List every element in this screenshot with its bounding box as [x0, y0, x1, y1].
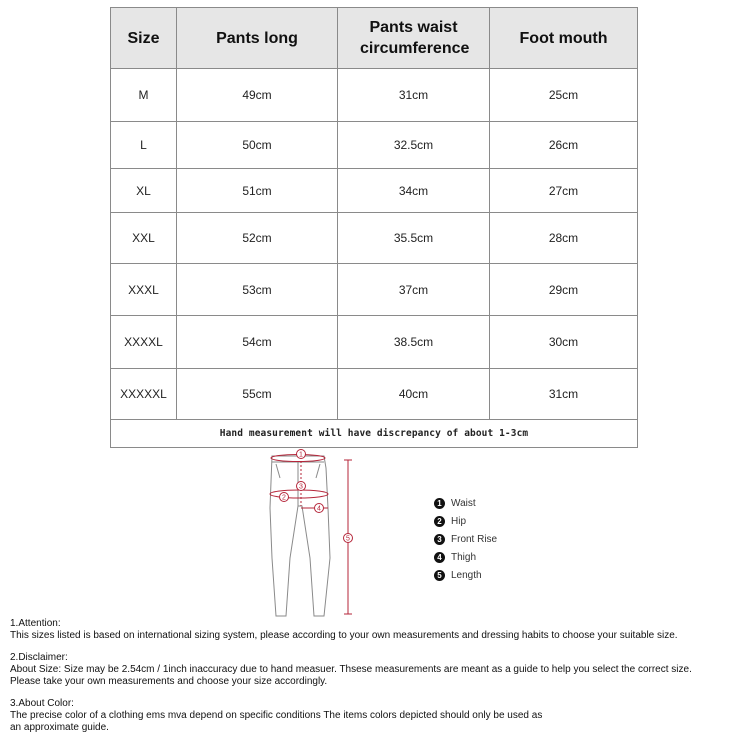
- size-cell: L: [111, 122, 177, 169]
- table-row: [111, 122, 638, 169]
- legend-label: Hip: [451, 515, 467, 527]
- legend-number-icon: 1: [434, 498, 445, 509]
- pants-long-cell: 51cm: [177, 169, 338, 213]
- size-cell: XXXL: [111, 264, 177, 316]
- note-text: Please take your own measurements and choose your size accordingly.: [10, 676, 328, 687]
- table-footnote-row: [111, 420, 638, 448]
- header-waist: Pants waist circumference: [338, 8, 490, 69]
- size-cell: XL: [111, 169, 177, 213]
- note-color: [10, 698, 750, 734]
- legend-item-thigh: [434, 548, 497, 566]
- note-heading: 3.About Color:: [10, 698, 74, 709]
- pants-long-cell: 55cm: [177, 369, 338, 420]
- legend-label: Length: [451, 569, 482, 581]
- marker-thigh-label: 4: [317, 505, 321, 513]
- waist-cell: 32.5cm: [338, 122, 490, 169]
- foot-mouth-cell: 26cm: [490, 122, 638, 169]
- note-disclaimer: [10, 652, 750, 688]
- size-chart-table: [110, 7, 638, 448]
- note-text: The precise color of a clothing ems mva depend on specific conditions The items colors depicted should only be used as: [10, 710, 543, 721]
- foot-mouth-cell: 29cm: [490, 264, 638, 316]
- legend-label: Waist: [451, 497, 476, 509]
- pants-long-cell: 52cm: [177, 213, 338, 264]
- legend-number-icon: 5: [434, 570, 445, 581]
- table-row: [111, 264, 638, 316]
- note-attention: [10, 618, 750, 642]
- size-cell: XXL: [111, 213, 177, 264]
- note-text: an approximate guide.: [10, 722, 109, 733]
- marker-hip-label: 2: [282, 494, 286, 502]
- pants-outline-icon: [270, 456, 330, 616]
- legend-label: Thigh: [451, 551, 477, 563]
- table-row: [111, 169, 638, 213]
- marker-length-label: 5: [346, 535, 350, 543]
- foot-mouth-cell: 30cm: [490, 316, 638, 369]
- table-row: [111, 369, 638, 420]
- table-header-row: [111, 8, 638, 69]
- note-heading: 2.Disclaimer:: [10, 652, 68, 663]
- header-foot-mouth: Foot mouth: [490, 8, 638, 69]
- table-row: [111, 316, 638, 369]
- legend-item-hip: [434, 512, 497, 530]
- note-text: About Size: Size may be 2.54cm / 1inch inaccuracy due to hand measuer. Thsese measurements are meant as a guide to help you select the correct size.: [10, 664, 692, 675]
- size-cell: M: [111, 69, 177, 122]
- header-pants-long: Pants long: [177, 8, 338, 69]
- size-notes: [10, 618, 750, 744]
- pants-long-cell: 50cm: [177, 122, 338, 169]
- size-cell: XXXXL: [111, 316, 177, 369]
- pants-measurement-diagram: [262, 448, 362, 620]
- waist-cell: 31cm: [338, 69, 490, 122]
- foot-mouth-cell: 27cm: [490, 169, 638, 213]
- note-text: This sizes listed is based on international sizing system, please according to your own measurements and dressing habits to choose your suitable size.: [10, 630, 678, 641]
- marker-waist-label: 1: [299, 451, 303, 459]
- waist-cell: 37cm: [338, 264, 490, 316]
- pants-long-cell: 53cm: [177, 264, 338, 316]
- legend-number-icon: 2: [434, 516, 445, 527]
- waist-cell: 40cm: [338, 369, 490, 420]
- legend-number-icon: 4: [434, 552, 445, 563]
- pants-long-cell: 49cm: [177, 69, 338, 122]
- foot-mouth-cell: 28cm: [490, 213, 638, 264]
- measurement-legend: [434, 494, 497, 584]
- waist-cell: 34cm: [338, 169, 490, 213]
- pants-long-cell: 54cm: [177, 316, 338, 369]
- foot-mouth-cell: 31cm: [490, 369, 638, 420]
- legend-item-waist: [434, 494, 497, 512]
- size-cell: XXXXXL: [111, 369, 177, 420]
- table-row: [111, 213, 638, 264]
- waist-cell: 38.5cm: [338, 316, 490, 369]
- measurement-footnote: Hand measurement will have discrepancy of about 1-3cm: [111, 420, 638, 448]
- legend-label: Front Rise: [451, 533, 498, 545]
- header-size: Size: [111, 8, 177, 69]
- legend-item-front-rise: [434, 530, 497, 548]
- table-row: [111, 69, 638, 122]
- marker-front-rise-label: 3: [299, 483, 303, 491]
- foot-mouth-cell: 25cm: [490, 69, 638, 122]
- note-heading: 1.Attention:: [10, 618, 61, 629]
- legend-item-length: [434, 566, 497, 584]
- legend-number-icon: 3: [434, 534, 445, 545]
- hip-measure-line: [270, 490, 328, 498]
- waist-cell: 35.5cm: [338, 213, 490, 264]
